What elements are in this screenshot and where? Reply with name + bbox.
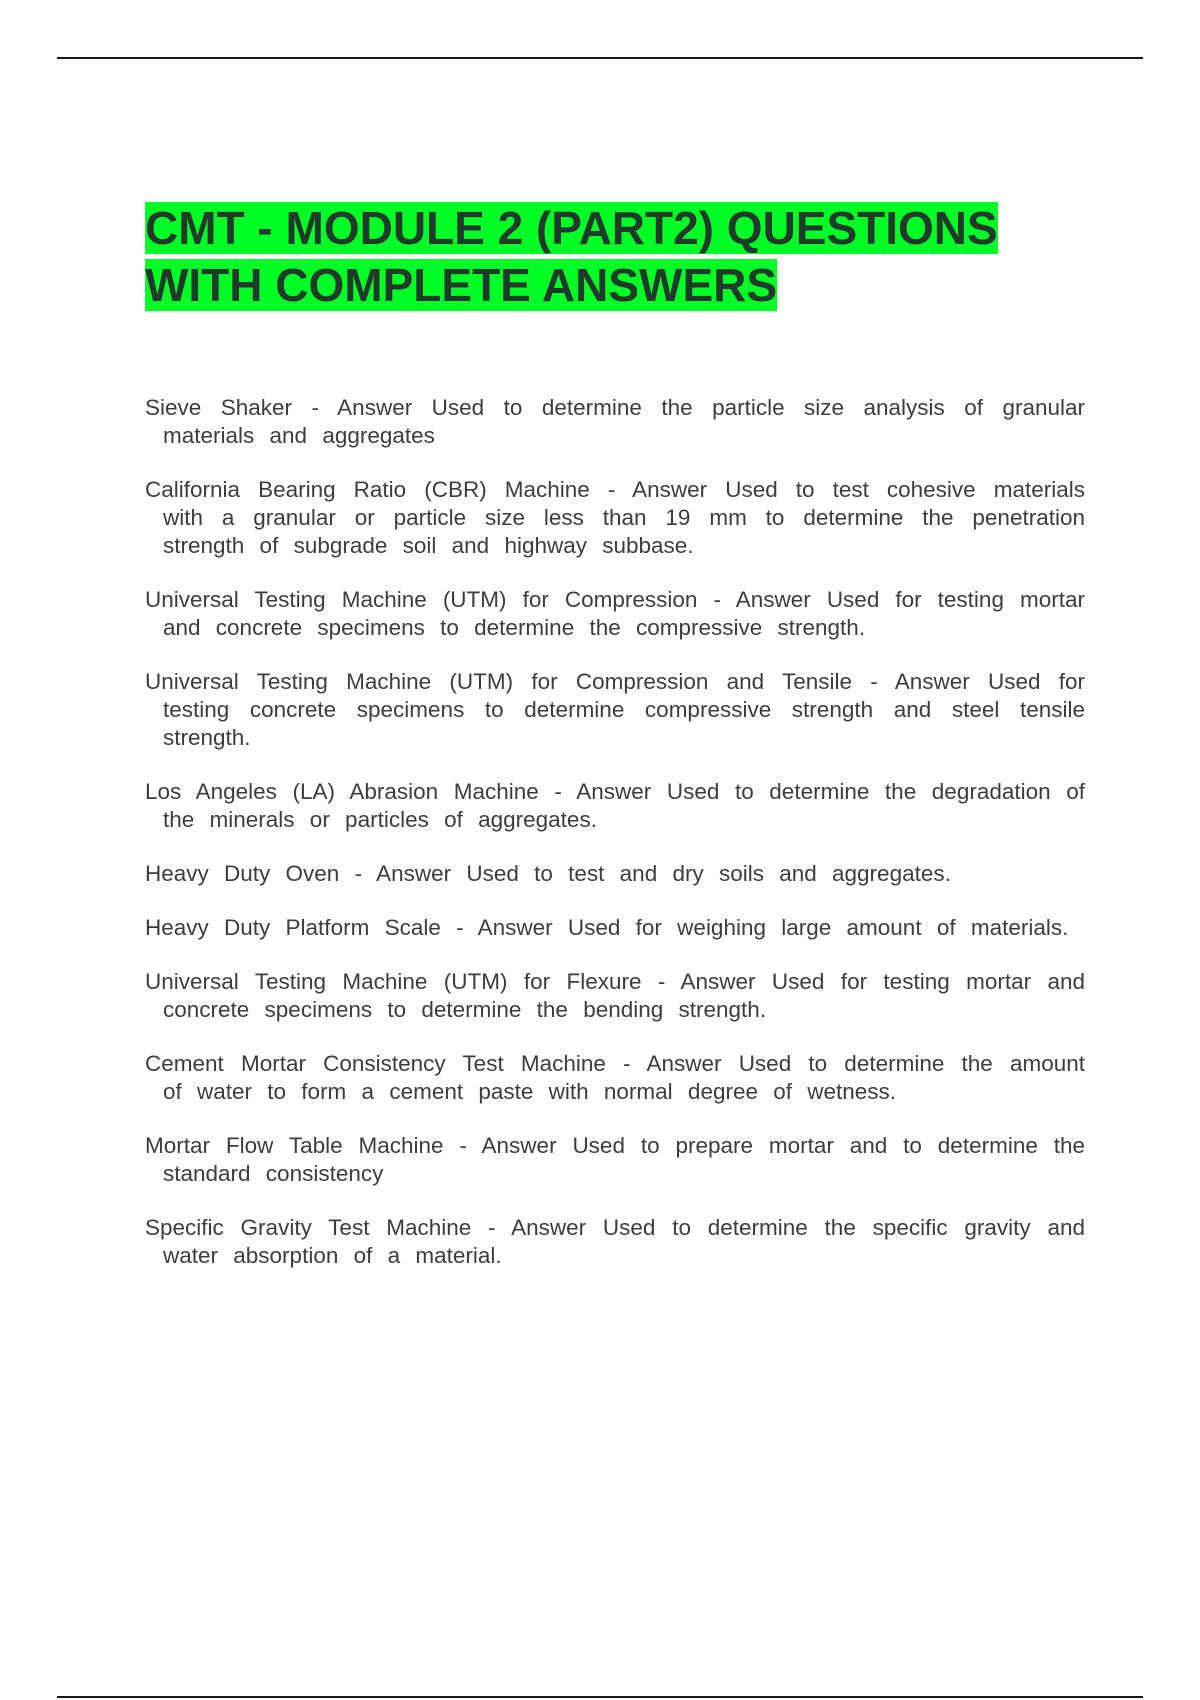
qa-item-platform-scale [145, 914, 1085, 942]
qa-item-cement-consistency [145, 1050, 1085, 1106]
qa-term: Universal Testing Machine (UTM) for Compression [145, 587, 698, 612]
qa-separator: - Answer [292, 395, 432, 420]
qa-separator: - Answer [538, 779, 667, 804]
qa-item-specific-gravity [145, 1214, 1085, 1270]
qa-term: Cement Mortar Consistency Test Machine [145, 1051, 606, 1076]
qa-item-utm-compression-tensile [145, 668, 1085, 752]
qa-item-heavy-duty-oven [145, 860, 1085, 888]
bottom-rule [57, 1696, 1143, 1698]
document-body [145, 200, 1085, 1296]
qa-term: Heavy Duty Platform Scale [145, 915, 441, 940]
qa-answer: Used to determine the particle size analysis of granular materials and aggregates [163, 395, 1086, 448]
qa-term: Universal Testing Machine (UTM) for Flexure [145, 969, 642, 994]
qa-term: California Bearing Ratio (CBR) Machine [145, 477, 590, 502]
qa-item-utm-flexure [145, 968, 1085, 1024]
qa-answer: Used for testing concrete specimens to determine compressive strength and steel tensile strength. [163, 669, 1085, 750]
qa-answer: Used to test and dry soils and aggregates. [466, 861, 951, 886]
qa-answer: Used for testing mortar and concrete specimens to determine the compressive strength. [163, 587, 1085, 640]
qa-item-la-abrasion [145, 778, 1085, 834]
title-line-2: WITH COMPLETE ANSWERS [145, 259, 778, 311]
qa-item-utm-compression [145, 586, 1085, 642]
qa-answer: Used to prepare mortar and to determine the standard consistency [163, 1133, 1085, 1186]
qa-answer: Used to determine the specific gravity and water absorption of a material. [163, 1215, 1086, 1268]
qa-separator: - Answer [339, 861, 467, 886]
qa-item-flow-table [145, 1132, 1085, 1188]
qa-separator: - Answer [443, 1133, 573, 1158]
qa-answer: Used to test cohesive materials with a granular or particle size less than 19 mm to determine the penetration strength of subgrade soil and highway subbase. [163, 477, 1086, 558]
qa-term: Specific Gravity Test Machine [145, 1215, 472, 1240]
qa-term: Universal Testing Machine (UTM) for Compression and Tensile [145, 669, 853, 694]
title-line-1: CMT - MODULE 2 (PART2) QUESTIONS [145, 202, 998, 254]
document-title [145, 200, 1085, 314]
qa-answer: Used for weighing large amount of materials. [567, 915, 1069, 940]
qa-item-cbr-machine [145, 476, 1085, 560]
qa-answer: Used for testing mortar and concrete specimens to determine the bending strength. [163, 969, 1086, 1022]
qa-separator: - Answer [852, 669, 988, 694]
qa-separator: - Answer [641, 969, 772, 994]
qa-separator: - Answer [589, 477, 726, 502]
qa-separator: - Answer [697, 587, 827, 612]
top-rule [57, 57, 1143, 59]
qa-term: Los Angeles (LA) Abrasion Machine [145, 779, 539, 804]
qa-answer: Used to determine the degradation of the minerals or particles of aggregates. [163, 779, 1085, 832]
qa-separator: - Answer [471, 1215, 603, 1240]
qa-term: Mortar Flow Table Machine [145, 1133, 444, 1158]
qa-term: Sieve Shaker [145, 395, 293, 420]
qa-list [145, 394, 1085, 1270]
qa-term: Heavy Duty Oven [145, 861, 340, 886]
qa-item-sieve-shaker [145, 394, 1085, 450]
qa-answer: Used to determine the amount of water to form a cement paste with normal degree of wetness. [163, 1051, 1086, 1104]
qa-separator: - Answer [605, 1051, 739, 1076]
qa-separator: - Answer [440, 915, 568, 940]
